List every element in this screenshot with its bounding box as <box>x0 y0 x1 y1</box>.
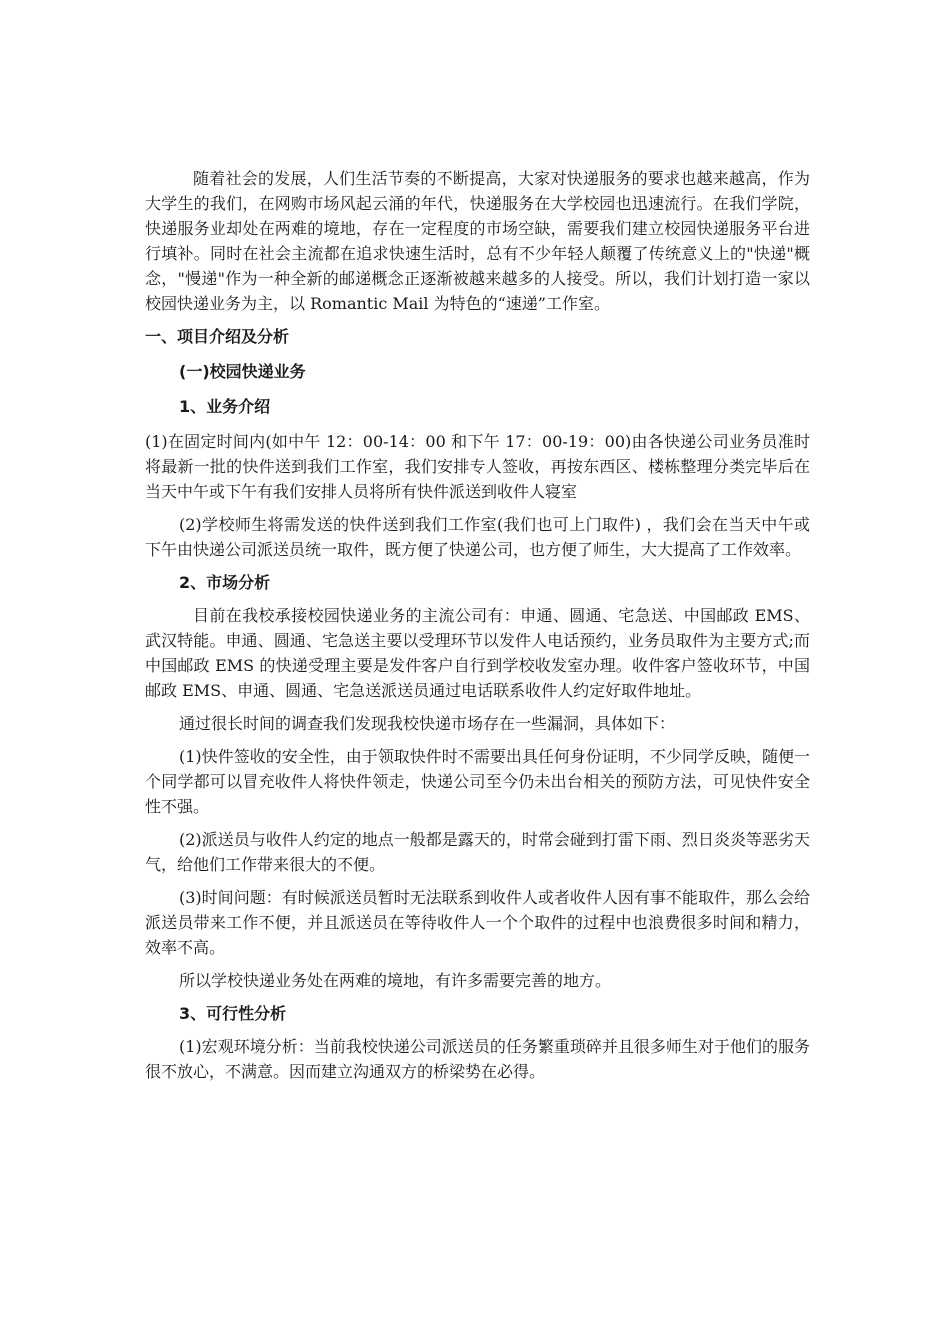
item-heading-business-intro: 1、业务介绍 <box>179 397 271 416</box>
paragraph-market-analysis-3: (1)快件签收的安全性，由于领取快件时不需要出具任何身份证明，不少同学反映，随便一个同学都可以冒充收件人将快件领走，快递公司至今仍未出台相关的预防方法，可见快件安全性不强。 <box>145 747 810 816</box>
paragraph-business-intro-1: (1)在固定时间内(如中午 12：00-14：00 和下午 17：00-19：00)由各快递公司业务员准时将最新一批的快件送到我们工作室，我们安排专人签收，再按东西区、楼栋整理分类完毕后在当天中午或下午有我们安排人员将所有快件派送到收件人寝室 <box>145 432 810 501</box>
paragraph-business-intro-2: (2)学校师生将需发送的快件送到我们工作室(我们也可上门取件) ，我们会在当天中午或下午由快递公司派送员统一取件，既方便了快递公司，也方便了师生，大大提高了工作效率。 <box>145 515 810 559</box>
subsection-heading-campus-express: (一)校园快递业务 <box>179 362 306 381</box>
paragraph-market-analysis-1: 目前在我校承接校园快递业务的主流公司有：申通、圆通、宅急送、中国邮政 EMS、武汉特能。申通、圆通、宅急送主要以受理环节以发件人电话预约，业务员取件为主要方式;而中国邮政 EMS 的快递受理主要是发件客户自行到学校收发室办理。收件客户签收环节，中国邮政 EMS、申通、圆通、宅急送派送员通过电话联系收件人约定好取件地址。 <box>145 606 810 700</box>
section-heading-project-intro: 一、项目介绍及分析 <box>145 327 290 346</box>
paragraph-market-analysis-6: 所以学校快递业务处在两难的境地，有许多需要完善的地方。 <box>179 971 612 990</box>
intro-paragraph: 随着社会的发展，人们生活节奏的不断提高，大家对快递服务的要求也越来越高，作为大学生的我们，在网购市场风起云涌的年代，快递服务在大学校园也迅速流行。在我们学院，快递服务业却处在两难的境地，存在一定程度的市场空缺，需要我们建立校园快递服务平台进行填补。同时在社会主流都在追求快速生活时，总有不少年轻人颠覆了传统意义上的"快递"概念，"慢递"作为一种全新的邮递概念正逐渐被越来越多的人接受。所以，我们计划打造一家以校园快递业务为主，以 Romantic Mail 为特色的“速递”工作室。 <box>145 169 810 313</box>
paragraph-market-analysis-4: (2)派送员与收件人约定的地点一般都是露天的，时常会碰到打雷下雨、烈日炎炎等恶劣天气，给他们工作带来很大的不便。 <box>145 830 810 874</box>
document-page <box>145 166 810 1084</box>
paragraph-feasibility-analysis-1: (1)宏观环境分析：当前我校快递公司派送员的任务繁重琐碎并且很多师生对于他们的服务很不放心，不满意。因而建立沟通双方的桥梁势在必得。 <box>145 1037 810 1081</box>
item-heading-feasibility-analysis: 3、可行性分析 <box>179 1004 287 1023</box>
item-heading-market-analysis: 2、市场分析 <box>179 573 271 592</box>
paragraph-market-analysis-5: (3)时间问题：有时候派送员暂时无法联系到收件人或者收件人因有事不能取件，那么会给派送员带来工作不便，并且派送员在等待收件人一个个取件的过程中也浪费很多时间和精力，效率不高。 <box>145 888 810 957</box>
paragraph-market-analysis-2: 通过很长时间的调查我们发现我校快递市场存在一些漏洞，具体如下： <box>179 714 676 733</box>
